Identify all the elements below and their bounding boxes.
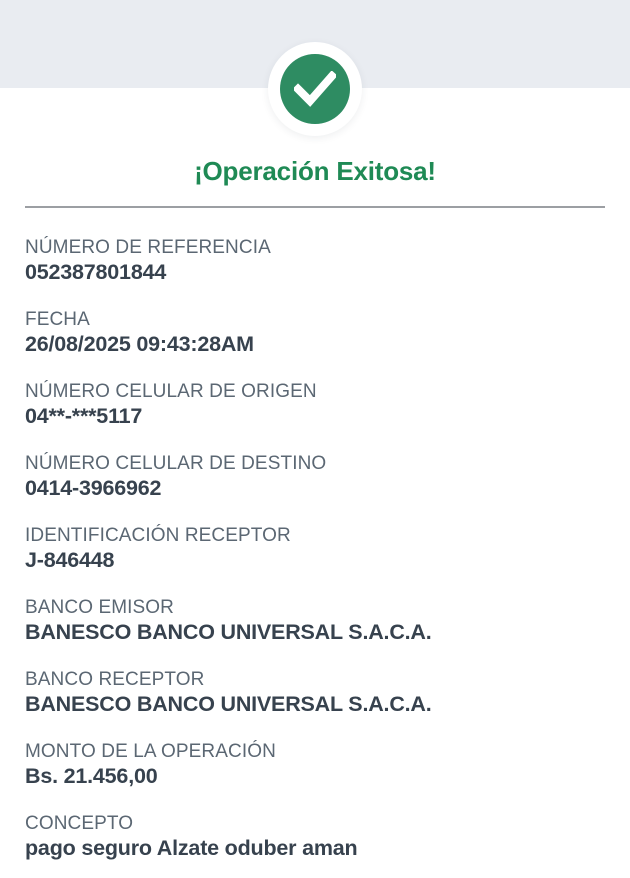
field-label: IDENTIFICACIÓN RECEPTOR [25,525,291,546]
field-label: NÚMERO DE REFERENCIA [25,237,271,258]
field-value: pago seguro Alzate oduber aman [25,836,358,860]
field-label: NÚMERO CELULAR DE DESTINO [25,453,327,474]
field-value: BANESCO BANCO UNIVERSAL S.A.C.A. [25,620,432,644]
field-origin-phone [25,380,605,430]
field-concept [25,812,605,862]
field-value: 052387801844 [25,260,167,284]
field-receiver-id [25,524,605,574]
field-date [25,308,605,358]
field-destination-phone [25,452,605,502]
field-amount [25,740,605,790]
field-label: CONCEPTO [25,813,134,834]
page-title: ¡Operación Exitosa! [194,156,436,186]
field-label: NÚMERO CELULAR DE ORIGEN [25,381,317,402]
field-value: Bs. 21.456,00 [25,764,158,788]
checkmark-icon [294,71,336,107]
field-value: 0414-3966962 [25,476,162,500]
field-label: BANCO EMISOR [25,597,174,618]
field-receiver-bank [25,668,605,718]
field-value: J-846448 [25,548,115,572]
field-value: 04**-***5117 [25,404,143,428]
field-value: BANESCO BANCO UNIVERSAL S.A.C.A. [25,692,432,716]
field-reference-number [25,236,605,286]
field-label: MONTO DE LA OPERACIÓN [25,741,276,762]
divider [25,206,605,208]
receipt-fields [25,236,605,862]
check-circle-icon [280,54,350,124]
field-label: BANCO RECEPTOR [25,669,205,690]
field-label: FECHA [25,309,90,330]
success-badge [268,42,362,136]
field-value: 26/08/2025 09:43:28AM [25,332,254,356]
field-issuer-bank [25,596,605,646]
